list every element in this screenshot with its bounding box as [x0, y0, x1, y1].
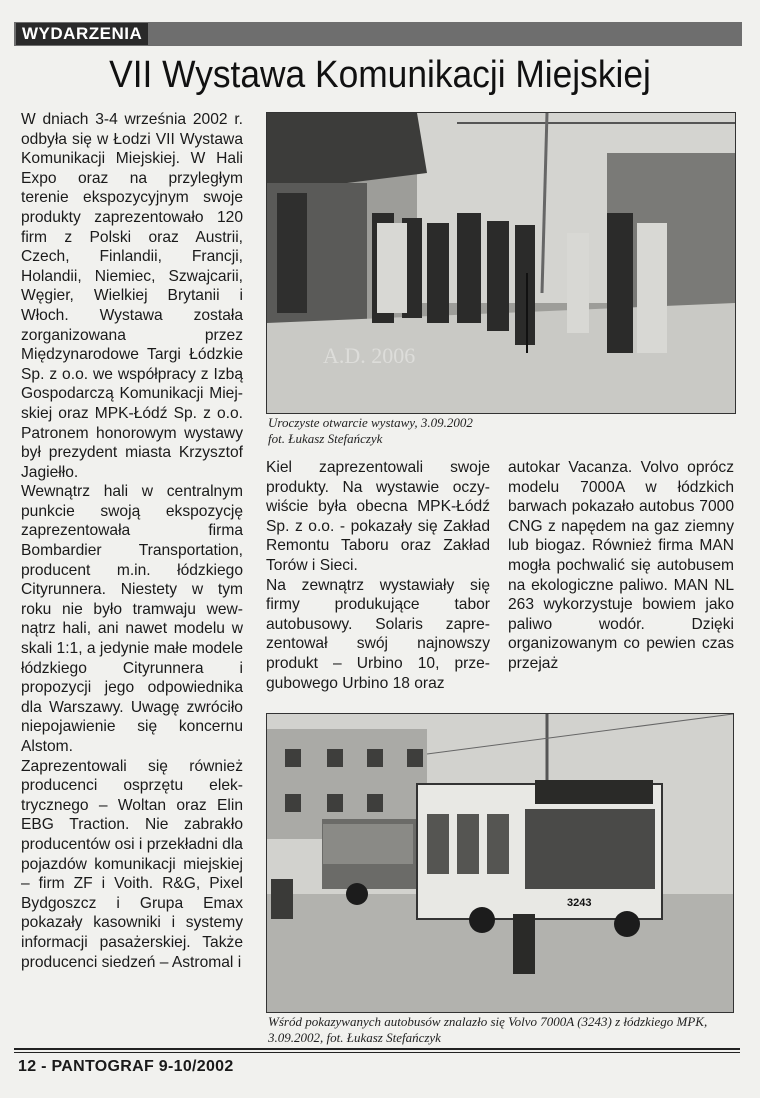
photo-watermark: A.D. 2006	[323, 343, 416, 368]
opening-ceremony-photo	[266, 112, 736, 414]
footer-rule	[14, 1052, 740, 1053]
paragraph: autokar Vacanza. Volvo oprócz modelu 7000A w łódzkich barwach pokazało autobus 7000 CNG z napędem na gaz ziemny lub biogaz. Również firma MAN mogła pochwalić się autobusem na ekologiczne paliwo. MAN NL 263 wykorzystuje bowiem jako paliwo wodór. Dzięki organizowanym co pewien czas przejaż	[508, 459, 734, 672]
footer-rule	[14, 1048, 740, 1050]
photo-caption: Wśród pokazywanych autobusów znalazło się Volvo 7000A (3243) z łódzkiego MPK, 3.09.2002, fot. Łukasz Stefańczyk	[268, 1014, 708, 1045]
text-column-3	[508, 458, 734, 674]
caption-line: Uroczyste otwarcie wystawy, 3.09.2002	[268, 415, 473, 430]
section-bar	[14, 22, 742, 46]
paragraph: Zaprezentowali się również producenci osprzętu elektrycznego – Woltan oraz Elin EBG Traction. Nie zabrakło producentów osi i przekładni dla pojazdów komunikacji miejskiej – firm ZF i Voith. R&G, Pixel Bydgoszcz i Grupa Emax pokazały kasowniki i systemy informacji pasażerskiej. Także producenci siedzeń – Astromal i	[21, 757, 243, 971]
section-label: WYDARZENIA	[16, 23, 148, 45]
text-column-1	[21, 110, 243, 972]
bus-number: 3243	[567, 897, 592, 909]
paragraph: W dniach 3-4 września 2002 r. odbyła się w Łodzi VII Wystawa Komunikacji Miejskiej. W Hali Expo oraz na przyległym terenie ekspozycyjnym swoje produkty zaprezentowało 120 firm z Polski oraz Austrii, Czech, Finlandii, Francji, Holandii, Niemiec, Szwajcarii, Węgier, Wielkiej Brytanii i Włoch. Wystawa została zorganizowana przez Międzynarodowe Targi Łódzkie Sp. z o.o. we współpracy z Izbą Gospodarczą Komunikacji Miejskiej oraz MPK-Łódź Sp. z o.o. Patronem honorowym wystawy był prezydent miasta Krzysztof Jagiełło.	[21, 111, 243, 481]
photo-caption	[268, 415, 568, 447]
page-footer: 12 - PANTOGRAF 9-10/2002	[18, 1058, 234, 1075]
paragraph: Wewnątrz hali w centralnym punkcie swoją ekspozycję zaprezentowała firma Bombardier Transportation, producent m.in. łódzkiego Cityrunnera. Niestety w tym roku nie było tramwaju wewnątrz hali, ani nawet modelu w skali 1:1, a jedynie małe modele łódzkiego Cityrunnera i propozycji jego odpowiednika dla Warszawy. Uwagę zwróciło niepojawienie się koncernu Alstom.	[21, 483, 243, 755]
paragraph: Kiel zaprezentowali swoje produkty. Na wystawie oczywiście była obecna MPK-Łódź Sp. z o.o. - pokazały się Zakład Remontu Taboru oraz Zakład Torów i Sieci.	[266, 459, 490, 574]
bus-photo	[266, 713, 734, 1013]
photo-credit: fot. Łukasz Stefańczyk	[268, 431, 383, 446]
article-title: VII Wystawa Komunikacji Miejskiej	[109, 54, 651, 96]
text-column-2	[266, 458, 490, 693]
paragraph: Na zewnątrz wystawiały się firmy produkujące tabor autobusowy. Solaris zaprezentował swój najnowszy produkt – Urbino 10, przegubowego Urbino 18 oraz	[266, 576, 490, 692]
